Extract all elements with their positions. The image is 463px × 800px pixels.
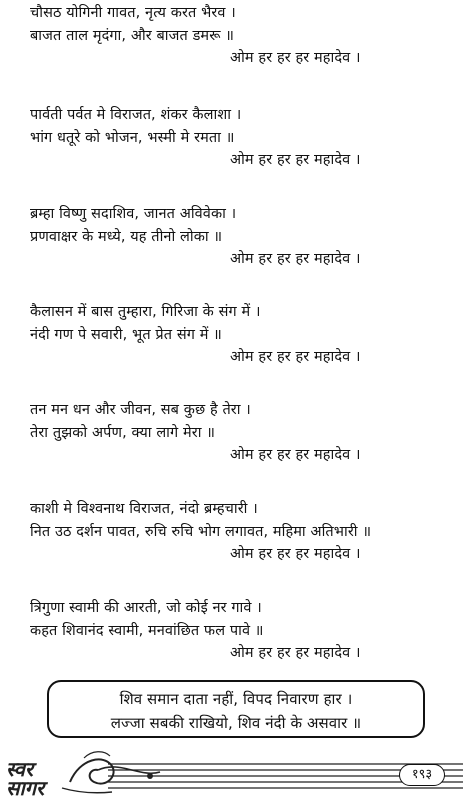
box-line: शिव समान दाता नहीं, विपद निवारण हार । (119, 690, 353, 708)
verse-line: तन मन धन और जीवन, सब कुछ है तेरा । (30, 402, 251, 418)
refrain-line: ओम हर हर हर महादेव । (230, 251, 361, 267)
page-number: १९३ (399, 764, 445, 786)
verse-line: कहत शिवानंद स्वामी, मनवांछित फल पावे ॥ (30, 622, 264, 639)
verse-line: नित उठ दर्शन पावत, रुचि रुचि भोग लगावत, महिमा अतिभारी ॥ (30, 523, 372, 540)
highlight-box (47, 680, 425, 738)
verse-line: तेरा तुझको अर्पण, क्या लागे मेरा ॥ (30, 424, 216, 441)
verse-line: प्रणवाक्षर के मध्ये, यह तीनो लोका ॥ (30, 228, 223, 245)
music-staff-ornament (0, 748, 463, 800)
stanza-2 (30, 104, 450, 172)
refrain-line: ओम हर हर हर महादेव । (230, 447, 361, 463)
refrain-line: ओम हर हर हर महादेव । (230, 546, 361, 562)
stanza-5 (30, 399, 450, 467)
refrain-line: ओम हर हर हर महादेव । (230, 152, 361, 168)
brand-line-2: सागर (6, 776, 45, 800)
stanza-4 (30, 301, 450, 369)
verse-line: बाजत ताल मृदंगा, और बाजत डमरू ॥ (30, 27, 235, 44)
note-dot (147, 773, 153, 779)
brand-line-1: स्वर (6, 757, 34, 781)
verse-line: कैलासन में बास तुम्हारा, गिरिजा के संग में । (30, 304, 261, 320)
refrain-line: ओम हर हर हर महादेव । (230, 349, 361, 365)
refrain-line: ओम हर हर हर महादेव । (230, 645, 361, 661)
box-line: लज्जा सबकी राखियो, शिव नंदी के असवार ॥ (110, 714, 362, 732)
verse-line: भांग धतूरे को भोजन, भस्मी मे रमता ॥ (30, 129, 235, 146)
verse-line: चौसठ योगिनी गावत, नृत्य करत भैरव । (30, 5, 236, 21)
verse-line: काशी मे विश्वनाथ विराजत, नंदो ब्रम्हचारी । (30, 501, 258, 517)
verse-line: नंदी गण पे सवारी, भूत प्रेत संग में ॥ (30, 326, 222, 343)
refrain-line: ओम हर हर हर महादेव । (230, 50, 361, 66)
stanza-6 (30, 498, 450, 566)
brand-logo (6, 757, 45, 800)
verse-line: पार्वती पर्वत मे विराजत, शंकर कैलाशा । (30, 107, 242, 123)
verse-line: ब्रम्हा विष्णु सदाशिव, जानत अविवेका । (30, 206, 237, 222)
verse-line: त्रिगुणा स्वामी की आरती, जो कोई नर गावे । (30, 600, 262, 616)
stanza-1 (30, 2, 450, 70)
stanza-7 (30, 597, 450, 665)
stanza-3 (30, 203, 450, 271)
